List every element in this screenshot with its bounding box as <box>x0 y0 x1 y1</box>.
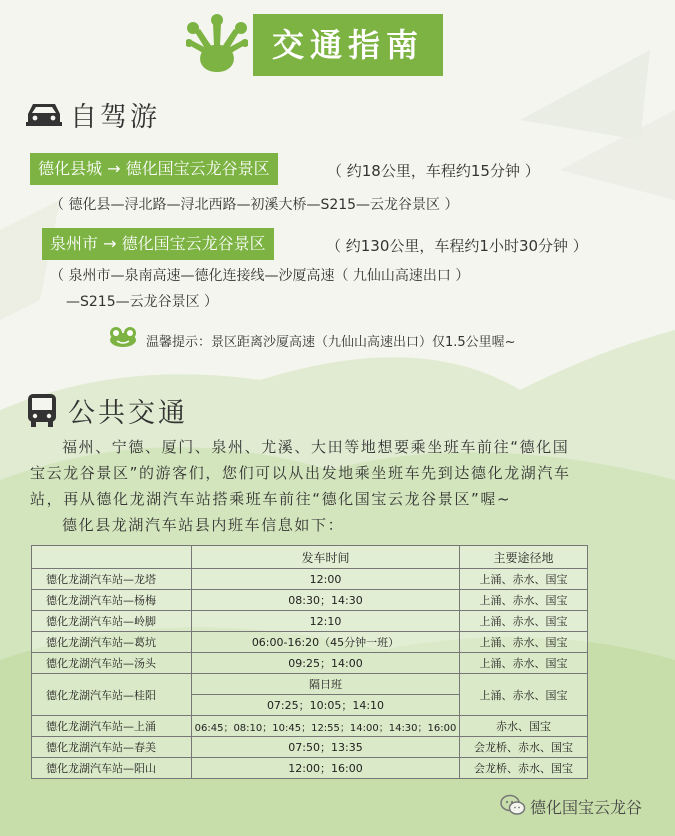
public-paragraph-line3: 站，再从德化龙湖汽车站搭乘班车前往“德化国宝云龙谷景区”喔~ <box>30 490 512 508</box>
time-cell: 09:25；14:00 <box>192 653 460 674</box>
header-departure-time: 发车时间 <box>192 546 460 569</box>
page-title: 交通指南 <box>253 14 443 76</box>
time-cell: 隔日班 <box>192 674 460 695</box>
time-cell: 08:30；14:30 <box>192 590 460 611</box>
time-cell: 07:25；10:05；14:10 <box>192 695 460 716</box>
table-row <box>32 716 588 737</box>
header-station <box>32 546 192 569</box>
warm-tip: 温馨提示：景区距离沙厦高速（九仙山高速出口）仅1.5公里喔~ <box>146 335 516 350</box>
frog-face-icon <box>108 326 138 348</box>
station-cell: 德化龙湖汽车站—岭脚 <box>32 611 192 632</box>
table-row <box>32 590 588 611</box>
route-2-label: 泉州市 → 德化国宝云龙谷景区 <box>42 228 274 260</box>
station-cell: 德化龙湖汽车站—春美 <box>32 737 192 758</box>
table-row <box>32 653 588 674</box>
route-2-info: （ 约130公里，车程约1小时30分钟 ） <box>326 237 588 255</box>
station-cell: 德化龙湖汽车站—桂阳 <box>32 674 192 716</box>
station-cell: 德化龙湖汽车站—龙塔 <box>32 569 192 590</box>
table-row <box>32 611 588 632</box>
table-row <box>32 569 588 590</box>
wechat-icon <box>500 794 526 816</box>
station-cell: 德化龙湖汽车站—汤头 <box>32 653 192 674</box>
time-cell: 07:50；13:35 <box>192 737 460 758</box>
via-cell: 上涌、赤水、国宝 <box>460 569 588 590</box>
frog-foot-icon <box>186 14 248 76</box>
table-row <box>32 758 588 779</box>
self-drive-title: 自驾游 <box>70 102 160 133</box>
public-paragraph-line2: 宝云龙谷景区”的游客们，您们可以从出发地乘坐班车先到达德化龙湖汽车 <box>30 464 571 482</box>
table-row <box>32 737 588 758</box>
bus-schedule-table <box>31 545 588 779</box>
route-2-path-line2: —S215—云龙谷景区 ） <box>66 294 219 310</box>
via-cell: 会龙桥、赤水、国宝 <box>460 737 588 758</box>
via-cell: 上涌、赤水、国宝 <box>460 674 588 716</box>
time-cell: 12:00 <box>192 569 460 590</box>
car-icon <box>26 100 62 128</box>
table-header-row <box>32 546 588 569</box>
public-paragraph-line1: 福州、宁德、厦门、泉州、尤溪、大田等地想要乘坐班车前往“德化国 <box>62 438 570 456</box>
station-cell: 德化龙湖汽车站—上涌 <box>32 716 192 737</box>
time-cell: 12:10 <box>192 611 460 632</box>
table-row <box>32 674 588 695</box>
route-1-path: （ 德化县—浔北路—浔北西路—初溪大桥—S215—云龙谷景区 ） <box>50 197 459 213</box>
via-cell: 上涌、赤水、国宝 <box>460 590 588 611</box>
via-cell: 赤水、国宝 <box>460 716 588 737</box>
station-cell: 德化龙湖汽车站—杨梅 <box>32 590 192 611</box>
time-cell: 06:45；08:10；10:45；12:55；14:00；14:30；16:00 <box>192 716 460 737</box>
time-cell: 06:00-16:20（45分钟一班） <box>192 632 460 653</box>
public-transport-title: 公共交通 <box>68 398 188 429</box>
watermark-text: 德化国宝云龙谷 <box>530 798 643 817</box>
bus-icon <box>26 392 58 428</box>
via-cell: 会龙桥、赤水、国宝 <box>460 758 588 779</box>
table-intro: 德化县龙湖汽车站县内班车信息如下： <box>62 516 345 534</box>
time-cell: 12:00；16:00 <box>192 758 460 779</box>
table-row <box>32 632 588 653</box>
header-main-route: 主要途径地 <box>460 546 588 569</box>
route-1-info: （ 约18公里，车程约15分钟 ） <box>327 162 540 180</box>
route-2-path-line1: （ 泉州市—泉南高速—德化连接线—沙厦高速（ 九仙山高速出口 ） <box>50 268 470 284</box>
station-cell: 德化龙湖汽车站—葛坑 <box>32 632 192 653</box>
via-cell: 上涌、赤水、国宝 <box>460 632 588 653</box>
via-cell: 上涌、赤水、国宝 <box>460 653 588 674</box>
station-cell: 德化龙湖汽车站—阳山 <box>32 758 192 779</box>
via-cell: 上涌、赤水、国宝 <box>460 611 588 632</box>
route-1-label: 德化县城 → 德化国宝云龙谷景区 <box>30 153 278 185</box>
